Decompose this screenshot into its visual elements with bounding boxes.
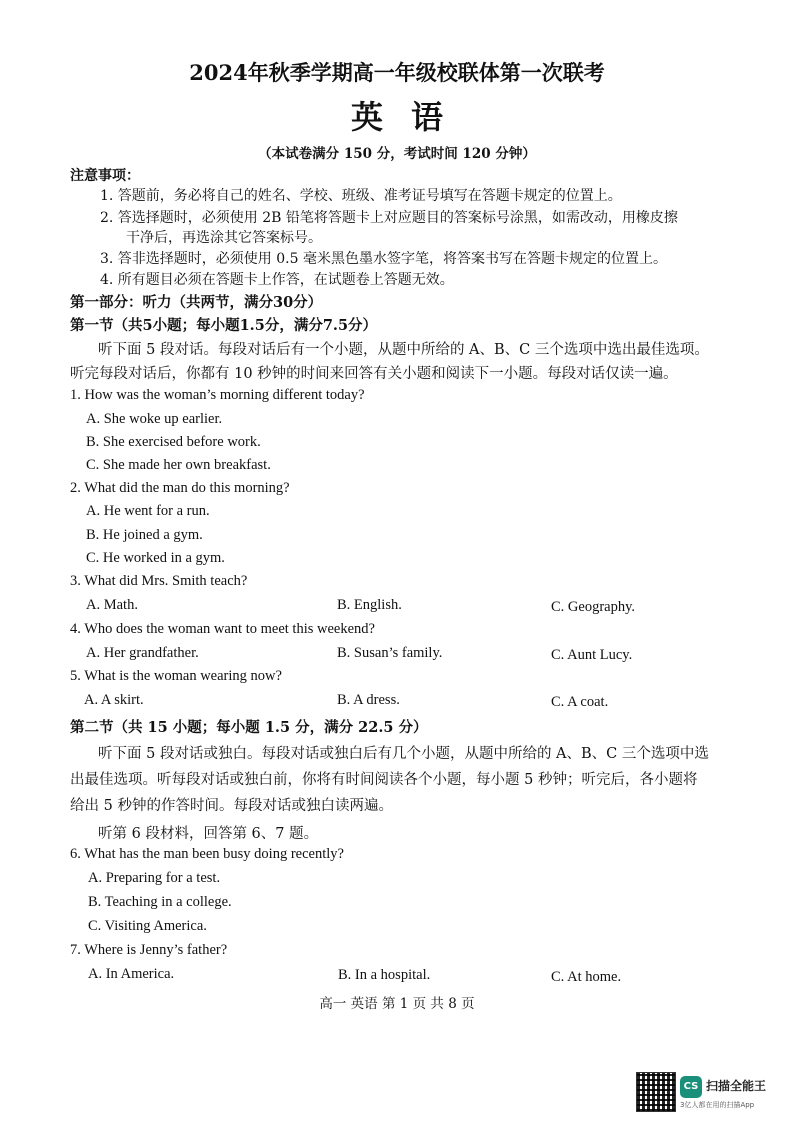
option: C. Aunt Lucy. bbox=[551, 647, 633, 663]
option: A. Her grandfather. bbox=[86, 645, 199, 661]
note-item: 3. 答非选择题时，必须使用 0.5 毫米黑色墨水签字笔，将答案书写在答题卡规定的位置上。 bbox=[100, 251, 667, 267]
exam-title: 2024年秋季学期高一年级校联体第一次联考 bbox=[189, 60, 605, 85]
question-stem: 6. What has the man been busy doing recently? bbox=[70, 846, 344, 862]
page-footer: 高一 英语 第 1 页 共 8 页 bbox=[319, 996, 475, 1012]
question-stem: 7. Where is Jenny’s father? bbox=[70, 942, 228, 958]
notes-heading: 注意事项： bbox=[70, 168, 140, 184]
question-stem: 4. Who does the woman want to meet this weekend? bbox=[70, 621, 375, 637]
material-note: 听第 6 段材料，回答第 6、7 题。 bbox=[98, 826, 319, 842]
option: B. English. bbox=[337, 597, 402, 613]
option: C. He worked in a gym. bbox=[86, 550, 225, 566]
section1-instruction: 听完每段对话后，你都有 10 秒钟的时间来回答有关小题和阅读下一小题。每段对话仅读一遍。 bbox=[70, 366, 678, 382]
section1-heading: 第一节（共5小题；每小题1.5分，满分7.5分） bbox=[70, 317, 378, 334]
question-stem: 3. What did Mrs. Smith teach? bbox=[70, 573, 248, 589]
option: A. He went for a run. bbox=[86, 503, 210, 519]
option: B. A dress. bbox=[337, 692, 400, 708]
note-item-continued: 干净后，再选涂其它答案标号。 bbox=[126, 230, 322, 246]
section2-heading: 第二节（共 15 小题；每小题 1.5 分，满分 22.5 分） bbox=[70, 719, 428, 736]
option: C. At home. bbox=[551, 969, 622, 985]
question-stem: 5. What is the woman wearing now? bbox=[70, 668, 282, 684]
section2-instruction: 听下面 5 段对话或独白。每段对话或独白后有几个小题，从题中所给的 A、B、C 三个选项中选 bbox=[98, 746, 709, 762]
section2-instruction: 给出 5 秒钟的作答时间。每段对话或独白读两遍。 bbox=[70, 798, 393, 814]
question-stem: 2. What did the man do this morning? bbox=[70, 480, 290, 496]
note-item: 2. 答选择题时，必须使用 2B 铅笔将答题卡上对应题目的答案标号涂黑，如需改动，用橡皮擦 bbox=[100, 210, 678, 226]
camscanner-logo-icon: CS bbox=[680, 1076, 702, 1098]
option: C. She made her own breakfast. bbox=[86, 457, 271, 473]
section1-instruction: 听下面 5 段对话。每段对话后有一个小题，从题中所给的 A、B、C 三个选项中选出最佳选项。 bbox=[98, 342, 709, 358]
option: C. Visiting America. bbox=[88, 918, 207, 934]
option: A. Math. bbox=[86, 597, 138, 613]
note-item: 4. 所有题目必须在答题卡上作答，在试题卷上答题无效。 bbox=[100, 272, 454, 288]
option: B. He joined a gym. bbox=[86, 527, 203, 543]
option: A. A skirt. bbox=[84, 692, 144, 708]
exam-info: （本试卷满分 150 分，考试时间 120 分钟） bbox=[258, 146, 536, 162]
section2-instruction: 出最佳选项。听每段对话或独白前，你将有时间阅读各个小题，每小题 5 秒钟；听完后，各小题将 bbox=[70, 772, 698, 788]
note-item: 1. 答题前，务必将自己的姓名、学校、班级、准考证号填写在答题卡规定的位置上。 bbox=[100, 188, 622, 204]
option: C. A coat. bbox=[551, 694, 609, 710]
scanner-app-name: 扫描全能王 bbox=[706, 1079, 767, 1093]
option: A. Preparing for a test. bbox=[88, 870, 221, 886]
scanner-tagline: 3亿人都在用的扫描App bbox=[680, 1101, 755, 1109]
option: C. Geography. bbox=[551, 599, 636, 615]
subject-title: 英语 bbox=[350, 98, 471, 136]
qr-code-icon bbox=[636, 1072, 676, 1112]
option: A. In America. bbox=[88, 966, 175, 982]
option: B. In a hospital. bbox=[338, 967, 431, 983]
question-stem: 1. How was the woman’s morning different today? bbox=[70, 387, 365, 403]
option: B. She exercised before work. bbox=[86, 434, 261, 450]
scanner-badge bbox=[636, 1072, 786, 1112]
option: B. Susan’s family. bbox=[337, 645, 443, 661]
option: A. She woke up earlier. bbox=[86, 411, 223, 427]
option: B. Teaching in a college. bbox=[88, 894, 232, 910]
part1-heading: 第一部分：听力（共两节，满分30分） bbox=[70, 294, 323, 311]
